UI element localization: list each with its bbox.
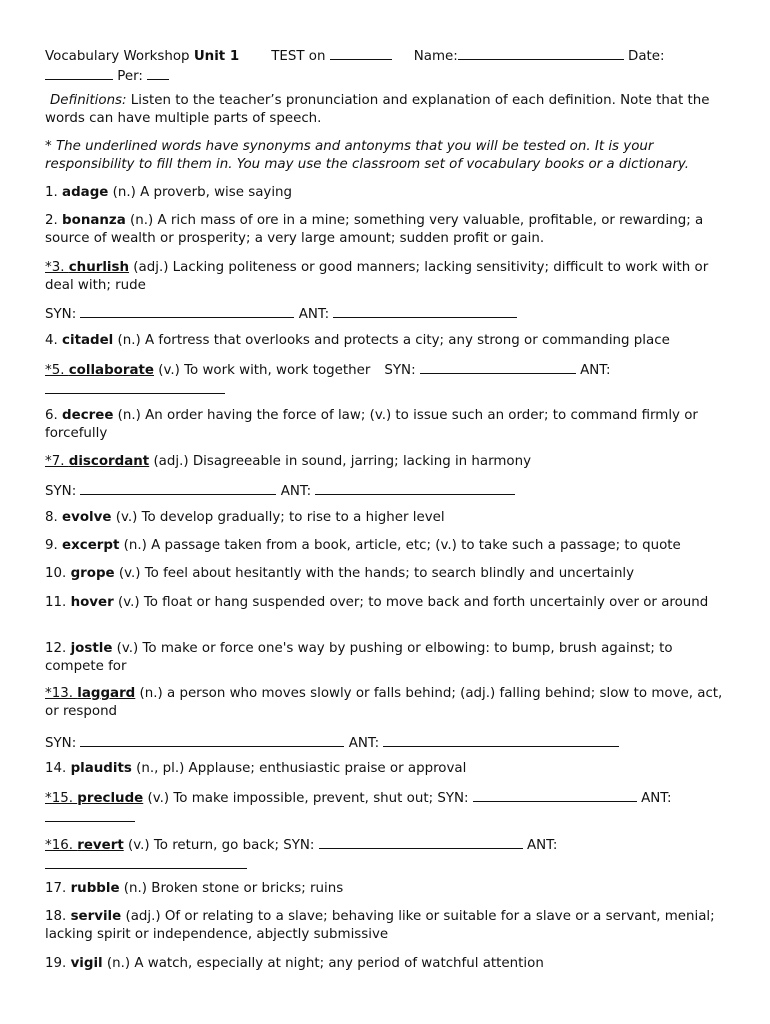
entry-term: preclude <box>77 791 144 806</box>
entry-term: grope <box>70 566 115 581</box>
entry-number: 9. <box>45 538 63 553</box>
entry-definition: (n.) a person who moves slowly or falls behind; (adj.) falling behind; slow to move, act, or respond <box>45 686 723 719</box>
entry-definition: (adj.) Lacking politeness or good manners; lacking sensitivity; difficult to work with or deal with; rude <box>45 260 709 293</box>
entry-1 <box>45 184 735 202</box>
entry-7-syn-ant <box>45 481 735 501</box>
entry-4 <box>45 332 735 350</box>
entry-term: discordant <box>68 454 150 469</box>
entry-18 <box>45 908 735 944</box>
syn-blank[interactable] <box>80 304 294 318</box>
entry-definition: (adj.) Disagreeable in sound, jarring; lacking in harmony <box>149 454 532 469</box>
entry-term: bonanza <box>62 213 126 228</box>
syn-label: SYN: <box>45 736 77 751</box>
entry-3 <box>45 259 735 295</box>
entry-definition: (v.) To return, go back; <box>123 838 279 853</box>
entry-term: citadel <box>62 333 114 348</box>
entry-definition: (n.) A proverb, wise saying <box>108 185 293 200</box>
entry-term: plaudits <box>70 761 132 776</box>
date-blank[interactable] <box>45 66 113 80</box>
ant-label: ANT: <box>348 736 380 751</box>
syn-label: SYN: <box>45 307 77 322</box>
entry-definition: (v.) To make or force one's way by pushing or elbowing: to bump, brush against; to compete for <box>45 641 673 674</box>
test-date-blank[interactable] <box>330 46 392 60</box>
entry-term: hover <box>70 595 114 610</box>
entry-10 <box>45 565 735 583</box>
entry-term: adage <box>62 185 109 200</box>
ant-label: ANT: <box>580 363 611 378</box>
entry-term: decree <box>62 408 114 423</box>
entry-number: 11. <box>45 595 71 610</box>
entry-3-syn-ant <box>45 304 735 324</box>
entry-14 <box>45 760 735 778</box>
syn-label: SYN: <box>45 484 77 499</box>
entry-term: vigil <box>70 956 103 971</box>
entry-definition: (v.) To float or hang suspended over; to move back and forth uncertainly over or around <box>113 595 709 610</box>
entry-definition: (adj.) Of or relating to a slave; behaving like or suitable for a slave or a servant, menial; lacking spirit or independence, abjectly submissive <box>45 909 715 942</box>
syn-blank[interactable] <box>420 360 576 374</box>
entry-number: 17. <box>45 881 71 896</box>
syn-blank[interactable] <box>80 733 344 747</box>
entry-term: jostle <box>70 641 113 656</box>
ant-blank[interactable] <box>383 733 619 747</box>
ant-blank[interactable] <box>45 808 135 822</box>
entry-number: 19. <box>45 956 71 971</box>
entry-number: *13. <box>45 686 78 701</box>
entry-number: 1. <box>45 185 63 200</box>
entry-13-syn-ant <box>45 733 735 753</box>
entry-definition: (n.) A watch, especially at night; any period of watchful attention <box>102 956 544 971</box>
definitions-text: Listen to the teacher’s pronunciation and explanation of each definition. Note that the words can have multiple parts of speech. <box>45 93 710 126</box>
entry-definition: (n.) A passage taken from a book, article, etc; (v.) to take such a passage; to quote <box>119 538 681 553</box>
entry-number: 6. <box>45 408 63 423</box>
entry-term: laggard <box>77 686 136 701</box>
entry-12 <box>45 640 735 676</box>
underline-note: * The underlined words have synonyms and antonyms that you will be tested on. It is your responsibility to fill them in. You may use the classroom set of vocabulary books or a dictionary. <box>45 139 689 172</box>
entry-2 <box>45 212 735 248</box>
ant-blank[interactable] <box>45 855 247 869</box>
entry-term: churlish <box>68 260 130 275</box>
title-prefix: Vocabulary Workshop <box>45 49 194 64</box>
worksheet-header <box>45 46 735 86</box>
definitions-label: Definitions: <box>50 93 127 108</box>
entry-number: 12. <box>45 641 71 656</box>
entry-definition: (n., pl.) Applause; enthusiastic praise or approval <box>131 761 467 776</box>
syn-blank[interactable] <box>473 788 637 802</box>
ant-label: ANT: <box>280 484 312 499</box>
entry-9 <box>45 537 735 555</box>
period-blank[interactable] <box>147 66 169 80</box>
entry-number: *15. <box>45 791 78 806</box>
syn-blank[interactable] <box>80 481 276 495</box>
entry-13 <box>45 685 735 721</box>
entry-term: servile <box>70 909 122 924</box>
syn-label: SYN: <box>384 363 416 378</box>
entry-definition: (n.) Broken stone or bricks; ruins <box>119 881 344 896</box>
entry-5 <box>45 360 735 400</box>
ant-blank[interactable] <box>315 481 515 495</box>
entry-definition: (n.) A rich mass of ore in a mine; something very valuable, profitable, or rewarding; a source of wealth or prosperity; a very large amount; sudden profit or gain. <box>45 213 704 246</box>
per-label: Per: <box>117 69 143 84</box>
entry-8 <box>45 509 735 527</box>
name-label: Name: <box>413 49 458 64</box>
entry-term: evolve <box>62 510 112 525</box>
entry-number: 4. <box>45 333 63 348</box>
entry-7 <box>45 453 735 471</box>
entry-definition: (v.) To feel about hesitantly with the hands; to search blindly and uncertainly <box>114 566 635 581</box>
entry-number: *3. <box>45 260 69 275</box>
test-label: TEST on <box>271 49 326 64</box>
entry-term: rubble <box>70 881 120 896</box>
title-unit: Unit 1 <box>193 49 240 64</box>
entry-19 <box>45 955 735 973</box>
definitions-instructions <box>45 92 735 128</box>
entry-number: *5. <box>45 363 69 378</box>
entry-number: *7. <box>45 454 69 469</box>
entry-16 <box>45 835 735 875</box>
ant-blank[interactable] <box>333 304 517 318</box>
entry-number: 8. <box>45 510 63 525</box>
syn-label: SYN: <box>283 838 315 853</box>
entry-term: collaborate <box>68 363 154 378</box>
entry-17 <box>45 880 735 898</box>
entry-15 <box>45 788 735 828</box>
ant-label: ANT: <box>526 838 558 853</box>
entry-term: revert <box>77 838 124 853</box>
entry-definition: (n.) An order having the force of law; (v.) to issue such an order; to command firmly or forcefully <box>45 408 698 441</box>
entry-definition: (v.) To work with, work together <box>154 363 371 378</box>
syn-label: SYN: <box>437 791 469 806</box>
entry-number: 2. <box>45 213 63 228</box>
entry-number: *16. <box>45 838 78 853</box>
entry-number: 10. <box>45 566 71 581</box>
entry-number: 14. <box>45 761 71 776</box>
entry-11 <box>45 594 735 612</box>
date-label: Date: <box>628 49 665 64</box>
ant-label: ANT: <box>641 791 672 806</box>
ant-blank[interactable] <box>45 380 225 394</box>
entry-definition: (v.) To make impossible, prevent, shut out; <box>143 791 434 806</box>
entry-6 <box>45 407 735 443</box>
entry-definition: (n.) A fortress that overlooks and protects a city; any strong or commanding place <box>113 333 670 348</box>
syn-blank[interactable] <box>319 835 523 849</box>
entry-number: 18. <box>45 909 71 924</box>
ant-label: ANT: <box>298 307 330 322</box>
entry-term: excerpt <box>62 538 120 553</box>
entry-definition: (v.) To develop gradually; to rise to a higher level <box>111 510 445 525</box>
name-blank[interactable] <box>458 46 624 60</box>
